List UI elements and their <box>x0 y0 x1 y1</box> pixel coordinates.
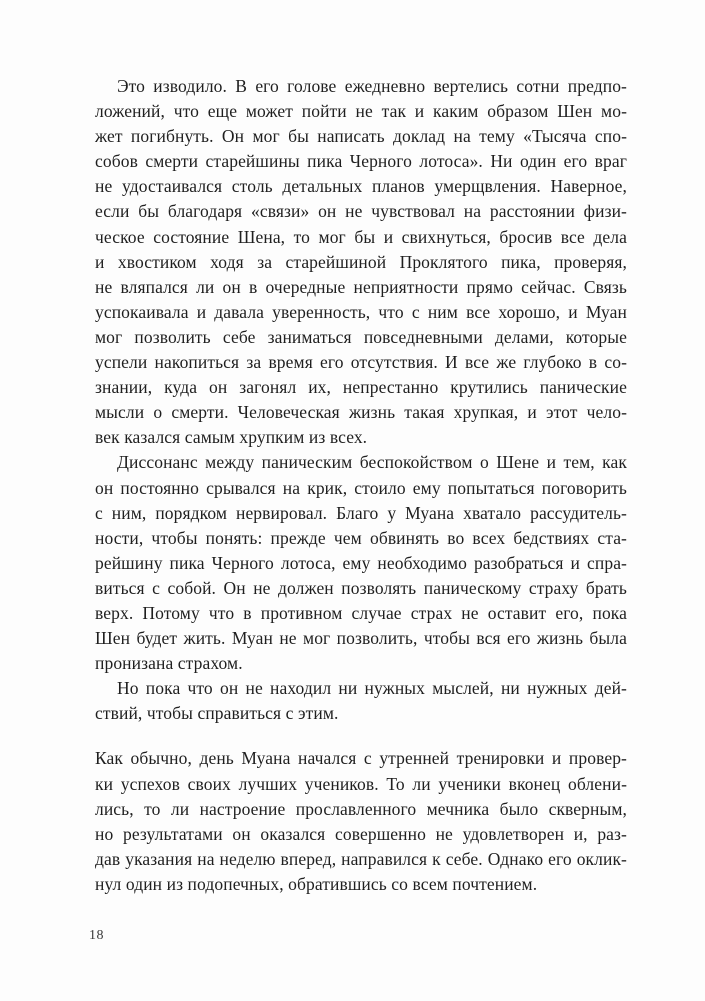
paragraph <box>95 676 627 726</box>
text-line: знании, куда он загонял их, непрестанно крутились панические <box>95 377 627 398</box>
text-line: и хвостиком ходя за старейшиной Проклятого пика, проверяя, <box>95 251 627 272</box>
text-line: если бы благодаря «связи» он не чувствовал на расстоянии физи- <box>95 201 627 222</box>
page-number: 18 <box>89 928 104 943</box>
page-text <box>95 74 627 897</box>
text-line: ности, чтобы понять: прежде чем обвинять во всех бедствиях ста- <box>95 527 627 548</box>
text-line: мысли о смерти. Человеческая жизнь такая хрупкая, и этот чело- <box>95 402 627 423</box>
text-line: мог позволить себе заниматься повседневными делами, которые <box>95 326 627 347</box>
text-line: жет погибнуть. Он мог бы написать доклад на тему «Тысяча спо- <box>95 126 627 147</box>
text-line: ки успехов своих лучших учеников. То ли ученики вконец облени- <box>95 773 627 794</box>
text-line: рейшину пика Черного лотоса, ему необходимо разобраться и спра- <box>95 552 627 573</box>
text-line: Шен будет жить. Муан не мог позволить, чтобы вся его жизнь была <box>95 628 627 649</box>
text-line: успели накопиться за время его отсутствия. И все же глубоко в со- <box>95 352 627 373</box>
text-line: дав указания на неделю вперед, направился к себе. Однако его оклик- <box>95 848 627 869</box>
text-line: с ним, порядком нервировал. Благо у Муана хватало рассудитель- <box>95 502 627 523</box>
text-line: нул один из подопечных, обратившись со всем почтением. <box>95 873 538 894</box>
paragraph <box>95 74 627 450</box>
text-line: ствий, чтобы справиться с этим. <box>95 703 339 724</box>
text-line: Как обычно, день Муана начался с утренней тренировки и провер- <box>95 748 627 769</box>
text-line: успокаивала и давала уверенность, что с ним все хорошо, и Муан <box>95 301 627 322</box>
text-line: но результатами он оказался совершенно не удовлетворен и, раз- <box>95 823 627 844</box>
text-line: верх. Потому что в противном случае страх не оставит его, пока <box>95 602 627 623</box>
text-line: виться с собой. Он не должен позволять паническому страху брать <box>95 577 627 598</box>
text-line: Это изводило. В его голове ежедневно вертелись сотни предпо- <box>117 76 627 96</box>
paragraph <box>95 746 627 897</box>
text-line: Но пока что он не находил ни нужных мыслей, ни нужных дей- <box>117 678 627 699</box>
text-line: ческое состояние Шена, то мог бы и свихнуться, бросив все дела <box>95 226 627 247</box>
paragraph <box>95 450 627 676</box>
text-line: не вляпался ли он в очередные неприятности прямо сейчас. Связь <box>95 276 627 297</box>
text-line: Диссонанс между паническим беспокойством о Шене и тем, как <box>117 452 627 473</box>
text-line: он постоянно срывался на крик, стоило ему попытаться поговорить <box>95 477 627 498</box>
text-line: ложений, что еще может пойти не так и каким образом Шен мо- <box>95 101 627 122</box>
text-line: век казался самым хрупким из всех. <box>95 427 368 448</box>
text-line: собов смерти старейшины пика Черного лотоса». Ни один его враг <box>95 151 627 172</box>
text-line: не удостаивался столь детальных планов умерщвления. Наверное, <box>95 176 627 197</box>
text-line: пронизана страхом. <box>95 653 243 674</box>
text-line: лись, то ли настроение прославленного мечника было скверным, <box>95 798 627 819</box>
